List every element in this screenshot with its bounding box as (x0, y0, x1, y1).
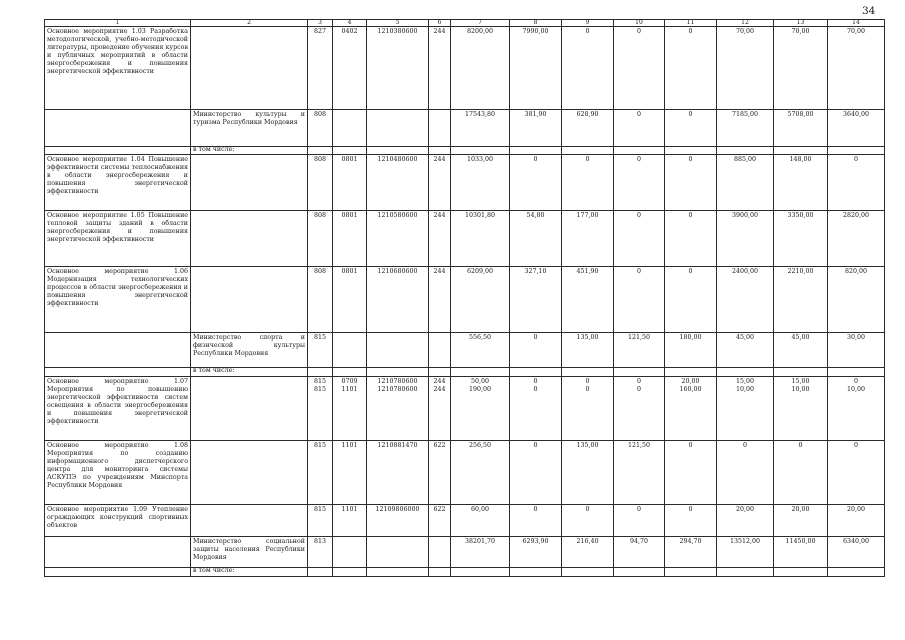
activity-cell: Основное мероприятие 1.09 Утепление ограждающих конструкций спортивных объектов (45, 505, 191, 537)
value-cell-col-13: 45,00 (774, 333, 828, 368)
value-cell-col-14: 3640,00 (828, 110, 885, 147)
value-cell-col-11: 0 (665, 27, 717, 110)
value-cell-col-13: 15,00 10,00 (774, 377, 828, 441)
value-cell-col-3: 808 (308, 211, 333, 267)
value-cell-col-13 (774, 568, 828, 577)
column-number-4: 4 (333, 20, 367, 27)
activity-cell: Основное мероприятие 1.08 Мероприятия по созданию информационного диспетчерского центра для мониторинга системы АСКУПЭ по учреждениям Минспорта Республики Мордовия (45, 441, 191, 505)
value-cell-col-13: 3350,00 (774, 211, 828, 267)
ministry-cell: в том числе: (191, 368, 308, 377)
ministry-cell (191, 377, 308, 441)
value-cell-col-3: 815 (308, 441, 333, 505)
value-cell-col-9: 135,00 (562, 333, 614, 368)
value-cell-col-7: 50,00 190,00 (451, 377, 510, 441)
value-cell-col-10: 0 (614, 110, 665, 147)
value-cell-col-8: 7990,00 (510, 27, 562, 110)
value-cell-col-9: 216,40 (562, 537, 614, 568)
value-cell-col-4: 0801 (333, 211, 367, 267)
value-cell-col-7: 60,00 (451, 505, 510, 537)
table-row (45, 568, 885, 577)
value-cell-col-7: 256,50 (451, 441, 510, 505)
activity-cell: Основное мероприятие 1.07 Мероприятия по повышению энергетической эффективности систем освещения в области энергосбережения и повышения энергетической эффективности (45, 377, 191, 441)
value-cell-col-12: 13512,00 (717, 537, 774, 568)
table-row (45, 211, 885, 267)
value-cell-col-11: 0 (665, 441, 717, 505)
value-cell-col-8: 6293,90 (510, 537, 562, 568)
value-cell-col-5: 1210480600 (367, 155, 429, 211)
value-cell-col-11: 0 (665, 155, 717, 211)
value-cell-col-13: 20,00 (774, 505, 828, 537)
value-cell-col-5 (367, 568, 429, 577)
value-cell-col-10: 121,50 (614, 333, 665, 368)
value-cell-col-7 (451, 147, 510, 155)
value-cell-col-8: 0 (510, 333, 562, 368)
value-cell-col-3: 815 (308, 333, 333, 368)
value-cell-col-12: 885,00 (717, 155, 774, 211)
value-cell-col-5 (367, 537, 429, 568)
value-cell-col-3: 808 (308, 110, 333, 147)
value-cell-col-5 (367, 110, 429, 147)
value-cell-col-6 (429, 147, 451, 155)
ministry-cell: Министерство культуры и туризма Республики Мордовия (191, 110, 308, 147)
table-row (45, 368, 885, 377)
table-row (45, 377, 885, 441)
value-cell-col-7: 6209,00 (451, 267, 510, 333)
value-cell-col-11: 20,00 160,00 (665, 377, 717, 441)
value-cell-col-7: 10301,80 (451, 211, 510, 267)
value-cell-col-10: 0 (614, 211, 665, 267)
value-cell-col-11: 180,00 (665, 333, 717, 368)
value-cell-col-9: 0 (562, 27, 614, 110)
value-cell-col-3: 815 (308, 505, 333, 537)
value-cell-col-14: 820,00 (828, 267, 885, 333)
value-cell-col-5 (367, 368, 429, 377)
activity-cell: Основное мероприятие 1.03 Разработка методологической, учебно-методической литературы, проведение обучения курсов и публичных мероприятий в области энергосбережения и повышения энергетической эффективности (45, 27, 191, 110)
ministry-cell: в том числе: (191, 147, 308, 155)
ministry-cell (191, 441, 308, 505)
value-cell-col-13: 2210,00 (774, 267, 828, 333)
ministry-cell (191, 155, 308, 211)
column-number-7: 7 (451, 20, 510, 27)
value-cell-col-14: 20,00 (828, 505, 885, 537)
value-cell-col-5: 1210881470 (367, 441, 429, 505)
value-cell-col-8: 0 (510, 155, 562, 211)
value-cell-col-14: 30,00 (828, 333, 885, 368)
value-cell-col-12: 15,00 10,00 (717, 377, 774, 441)
value-cell-col-4 (333, 333, 367, 368)
value-cell-col-5: 1210380600 (367, 27, 429, 110)
value-cell-col-8: 0 0 (510, 377, 562, 441)
value-cell-col-9: 177,00 (562, 211, 614, 267)
value-cell-col-8 (510, 568, 562, 577)
value-cell-col-4: 0402 (333, 27, 367, 110)
value-cell-col-5: 1210680600 (367, 267, 429, 333)
activity-cell: Основное мероприятие 1.05 Повышение тепловой защиты зданий в области энергосбережения и повышения энергетической эффективности (45, 211, 191, 267)
value-cell-col-9: 0 0 (562, 377, 614, 441)
value-cell-col-12: 70,00 (717, 27, 774, 110)
activity-cell (45, 147, 191, 155)
value-cell-col-10 (614, 368, 665, 377)
value-cell-col-7 (451, 368, 510, 377)
value-cell-col-10: 0 (614, 27, 665, 110)
value-cell-col-8 (510, 147, 562, 155)
ministry-cell (191, 505, 308, 537)
value-cell-col-4: 0709 1101 (333, 377, 367, 441)
value-cell-col-12: 2400,00 (717, 267, 774, 333)
value-cell-col-9 (562, 368, 614, 377)
value-cell-col-5: 1210580600 (367, 211, 429, 267)
value-cell-col-14 (828, 147, 885, 155)
value-cell-col-12: 3900,00 (717, 211, 774, 267)
value-cell-col-14: 0 (828, 441, 885, 505)
value-cell-col-8: 0 (510, 441, 562, 505)
value-cell-col-14: 0 (828, 155, 885, 211)
value-cell-col-13: 0 (774, 441, 828, 505)
table-row (45, 441, 885, 505)
value-cell-col-6: 622 (429, 441, 451, 505)
value-cell-col-14 (828, 368, 885, 377)
activity-cell (45, 110, 191, 147)
table-row (45, 333, 885, 368)
column-number-14: 14 (828, 20, 885, 27)
value-cell-col-4: 0801 (333, 267, 367, 333)
value-cell-col-8: 0 (510, 505, 562, 537)
ministry-cell: Министерство социальной защиты населения Республики Мордовия (191, 537, 308, 568)
value-cell-col-4: 1101 (333, 441, 367, 505)
value-cell-col-9: 628,90 (562, 110, 614, 147)
value-cell-col-5: 1210780600 1210780600 (367, 377, 429, 441)
value-cell-col-8: 54,80 (510, 211, 562, 267)
value-cell-col-11: 0 (665, 267, 717, 333)
value-cell-col-13 (774, 368, 828, 377)
ministry-cell (191, 27, 308, 110)
value-cell-col-13: 5708,00 (774, 110, 828, 147)
value-cell-col-6: 244 (429, 211, 451, 267)
value-cell-col-7: 38201,70 (451, 537, 510, 568)
value-cell-col-9: 451,90 (562, 267, 614, 333)
value-cell-col-8: 381,90 (510, 110, 562, 147)
value-cell-col-5 (367, 147, 429, 155)
value-cell-col-11 (665, 147, 717, 155)
activity-cell: Основное мероприятие 1.06 Модернизация технологических процессов в области энергосбережения и повышения энергетической эффективности (45, 267, 191, 333)
value-cell-col-6: 244 (429, 267, 451, 333)
value-cell-col-9 (562, 568, 614, 577)
value-cell-col-3: 808 (308, 267, 333, 333)
column-number-11: 11 (665, 20, 717, 27)
value-cell-col-10 (614, 147, 665, 155)
value-cell-col-6 (429, 110, 451, 147)
value-cell-col-11: 0 (665, 110, 717, 147)
value-cell-col-13 (774, 147, 828, 155)
value-cell-col-4 (333, 568, 367, 577)
value-cell-col-12: 0 (717, 441, 774, 505)
value-cell-col-6: 244 (429, 27, 451, 110)
ministry-cell: в том числе: (191, 568, 308, 577)
column-number-12: 12 (717, 20, 774, 27)
value-cell-col-11 (665, 568, 717, 577)
activity-cell (45, 568, 191, 577)
value-cell-col-6 (429, 333, 451, 368)
column-number-13: 13 (774, 20, 828, 27)
value-cell-col-4 (333, 110, 367, 147)
ministry-cell (191, 211, 308, 267)
column-number-1: 1 (45, 20, 191, 27)
value-cell-col-12 (717, 147, 774, 155)
value-cell-col-8: 327,10 (510, 267, 562, 333)
budget-table (44, 19, 885, 577)
value-cell-col-4: 0801 (333, 155, 367, 211)
column-number-6: 6 (429, 20, 451, 27)
value-cell-col-5: 12109806000 (367, 505, 429, 537)
table-row (45, 110, 885, 147)
value-cell-col-3: 827 (308, 27, 333, 110)
value-cell-col-10: 121,50 (614, 441, 665, 505)
page-number: 34 (862, 5, 876, 17)
value-cell-col-6 (429, 537, 451, 568)
value-cell-col-10: 0 0 (614, 377, 665, 441)
value-cell-col-3 (308, 368, 333, 377)
value-cell-col-11: 294,70 (665, 537, 717, 568)
value-cell-col-14: 70,00 (828, 27, 885, 110)
value-cell-col-3: 815 815 (308, 377, 333, 441)
value-cell-col-9 (562, 147, 614, 155)
value-cell-col-3: 813 (308, 537, 333, 568)
activity-cell (45, 333, 191, 368)
value-cell-col-6 (429, 368, 451, 377)
value-cell-col-14 (828, 568, 885, 577)
value-cell-col-10: 0 (614, 505, 665, 537)
value-cell-col-10: 0 (614, 155, 665, 211)
activity-cell (45, 537, 191, 568)
table-row (45, 537, 885, 568)
value-cell-col-14: 6340,00 (828, 537, 885, 568)
value-cell-col-14: 2820,00 (828, 211, 885, 267)
ministry-cell (191, 267, 308, 333)
table-row (45, 27, 885, 110)
value-cell-col-7: 1033,00 (451, 155, 510, 211)
column-number-9: 9 (562, 20, 614, 27)
table-row (45, 147, 885, 155)
value-cell-col-11: 0 (665, 505, 717, 537)
table-row (45, 267, 885, 333)
value-cell-col-8 (510, 368, 562, 377)
column-number-8: 8 (510, 20, 562, 27)
value-cell-col-4: 1101 (333, 505, 367, 537)
value-cell-col-11 (665, 368, 717, 377)
value-cell-col-6: 622 (429, 505, 451, 537)
value-cell-col-12: 20,00 (717, 505, 774, 537)
table-row (45, 155, 885, 211)
value-cell-col-9: 0 (562, 505, 614, 537)
value-cell-col-5 (367, 333, 429, 368)
value-cell-col-6: 244 (429, 155, 451, 211)
column-number-2: 2 (191, 20, 308, 27)
value-cell-col-6 (429, 568, 451, 577)
value-cell-col-3 (308, 147, 333, 155)
column-number-5: 5 (367, 20, 429, 27)
value-cell-col-12 (717, 368, 774, 377)
column-number-3: 3 (308, 20, 333, 27)
value-cell-col-13: 11450,00 (774, 537, 828, 568)
column-number-10: 10 (614, 20, 665, 27)
value-cell-col-7: 17543,80 (451, 110, 510, 147)
value-cell-col-12 (717, 568, 774, 577)
value-cell-col-6: 244 244 (429, 377, 451, 441)
value-cell-col-7: 556,50 (451, 333, 510, 368)
value-cell-col-4 (333, 147, 367, 155)
value-cell-col-7 (451, 568, 510, 577)
value-cell-col-3 (308, 568, 333, 577)
value-cell-col-10 (614, 568, 665, 577)
ministry-cell: Министерство спорта и физической культуры Республики Мордовия (191, 333, 308, 368)
value-cell-col-13: 148,00 (774, 155, 828, 211)
value-cell-col-4 (333, 537, 367, 568)
activity-cell (45, 368, 191, 377)
value-cell-col-14: 0 10,00 (828, 377, 885, 441)
activity-cell: Основное мероприятие 1.04 Повышение эффективности системы теплоснабжения в области энергосбережения и повышения энергетической эффективности (45, 155, 191, 211)
value-cell-col-12: 45,00 (717, 333, 774, 368)
value-cell-col-10: 0 (614, 267, 665, 333)
value-cell-col-11: 0 (665, 211, 717, 267)
value-cell-col-13: 70,00 (774, 27, 828, 110)
table-row (45, 505, 885, 537)
value-cell-col-4 (333, 368, 367, 377)
value-cell-col-9: 135,00 (562, 441, 614, 505)
value-cell-col-10: 94,70 (614, 537, 665, 568)
value-cell-col-12: 7185,00 (717, 110, 774, 147)
column-number-row (45, 20, 885, 27)
value-cell-col-9: 0 (562, 155, 614, 211)
value-cell-col-7: 8200,00 (451, 27, 510, 110)
value-cell-col-3: 808 (308, 155, 333, 211)
